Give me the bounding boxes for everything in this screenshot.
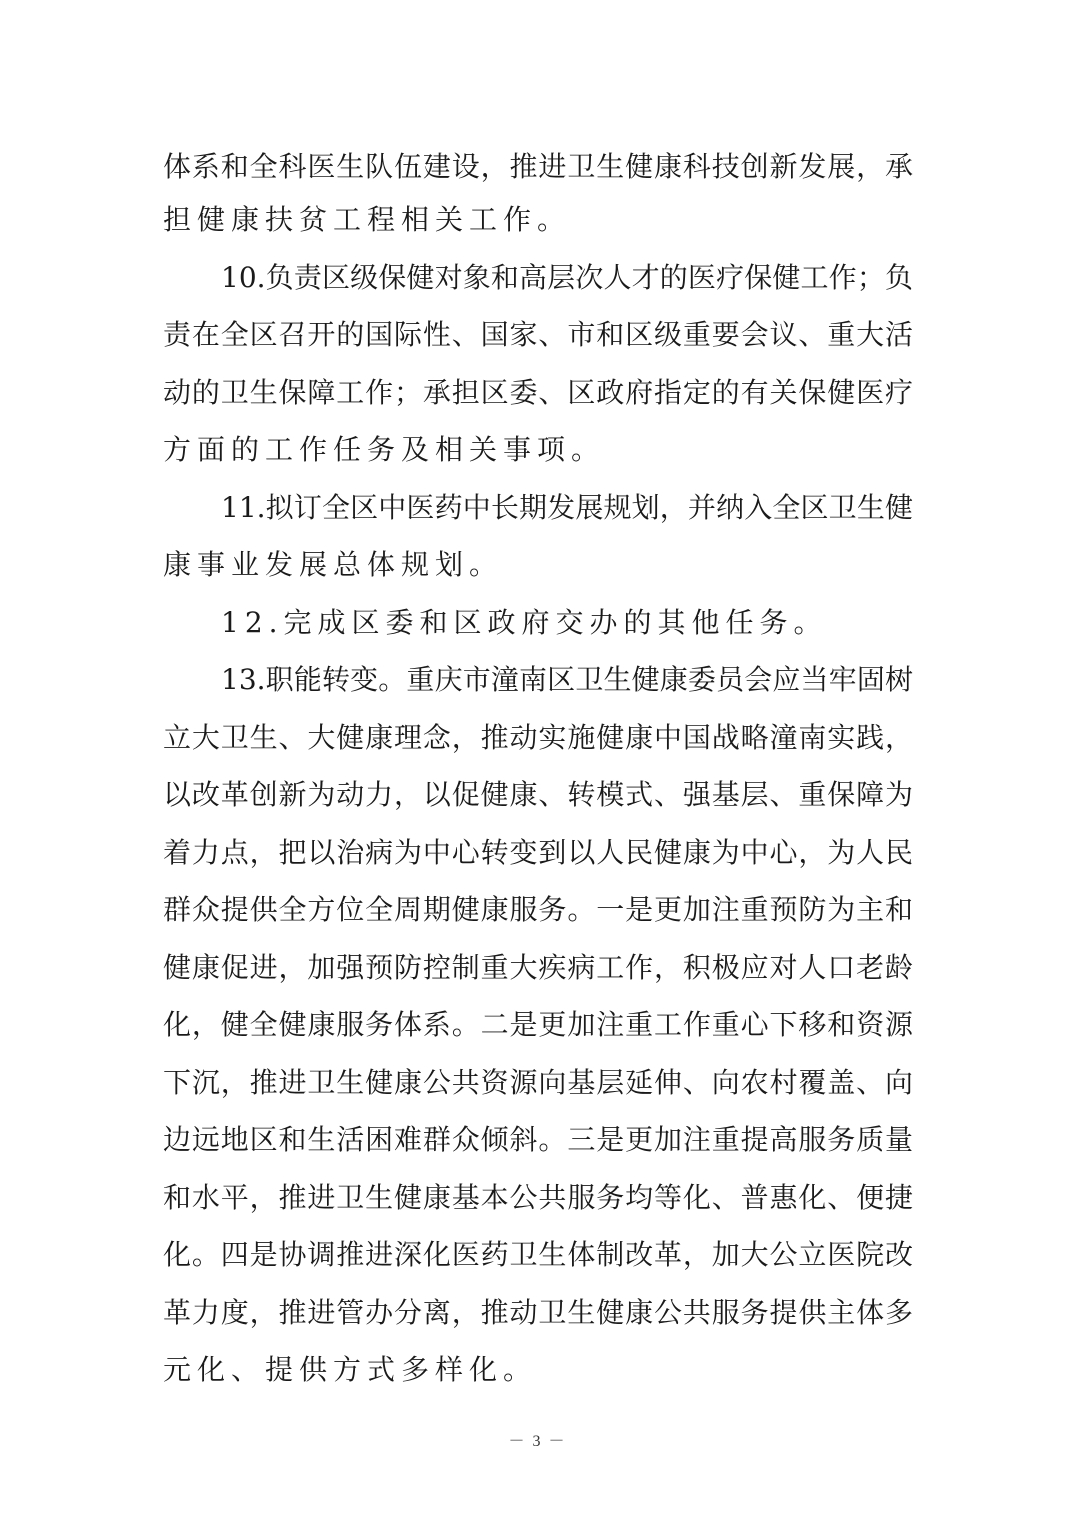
paragraph-line: 方面的工作任务及相关事项。 xyxy=(163,433,606,466)
paragraph-line: 健康促进，加强预防控制重大疾病工作，积极应对人口老龄 xyxy=(163,951,913,984)
paragraph-line: 和水平，推进卫生健康基本公共服务均等化、普惠化、便捷 xyxy=(163,1181,913,1214)
paragraph-line: 以改革创新为动力，以促健康、转模式、强基层、重保障为 xyxy=(163,778,913,811)
paragraph-line: 动的卫生保障工作；承担区委、区政府指定的有关保健医疗 xyxy=(163,376,913,409)
paragraph-line: 立大卫生、大健康理念，推动实施健康中国战略潼南实践， xyxy=(163,721,913,754)
paragraph-line: 下沉，推进卫生健康公共资源向基层延伸、向农村覆盖、向 xyxy=(163,1066,913,1099)
paragraph-line: 革力度，推进管办分离，推动卫生健康公共服务提供主体多 xyxy=(163,1296,913,1329)
paragraph-line: 体系和全科医生队伍建设，推进卫生健康科技创新发展，承 xyxy=(163,150,913,183)
paragraph-line: 着力点，把以治病为中心转变到以人民健康为中心，为人民 xyxy=(163,836,913,869)
paragraph-line: 化，健全健康服务体系。二是更加注重工作重心下移和资源 xyxy=(163,1008,913,1041)
paragraph-line: 化。四是协调推进深化医药卫生体制改革，加大公立医院改 xyxy=(163,1238,913,1271)
paragraph-line: 担健康扶贫工程相关工作。 xyxy=(163,203,572,236)
page-number: － 3 － xyxy=(508,1433,567,1450)
paragraph-line: 边远地区和生活困难群众倾斜。三是更加注重提高服务质量 xyxy=(163,1123,913,1156)
paragraph-line: 10.负责区级保健对象和高层次人才的医疗保健工作；负 xyxy=(221,261,913,294)
paragraph-line: 康事业发展总体规划。 xyxy=(163,548,504,581)
paragraph-line: 元化、提供方式多样化。 xyxy=(163,1353,538,1386)
paragraph-line: 群众提供全方位全周期健康服务。一是更加注重预防为主和 xyxy=(163,893,913,926)
paragraph-line: 责在全区召开的国际性、国家、市和区级重要会议、重大活 xyxy=(163,318,913,351)
paragraph-line: 13.职能转变。重庆市潼南区卫生健康委员会应当牢固树 xyxy=(221,663,913,696)
paragraph-line: 11.拟订全区中医药中长期发展规划，并纳入全区卫生健 xyxy=(221,491,913,524)
paragraph-line: 12.完成区委和区政府交办的其他任务。 xyxy=(221,606,828,639)
